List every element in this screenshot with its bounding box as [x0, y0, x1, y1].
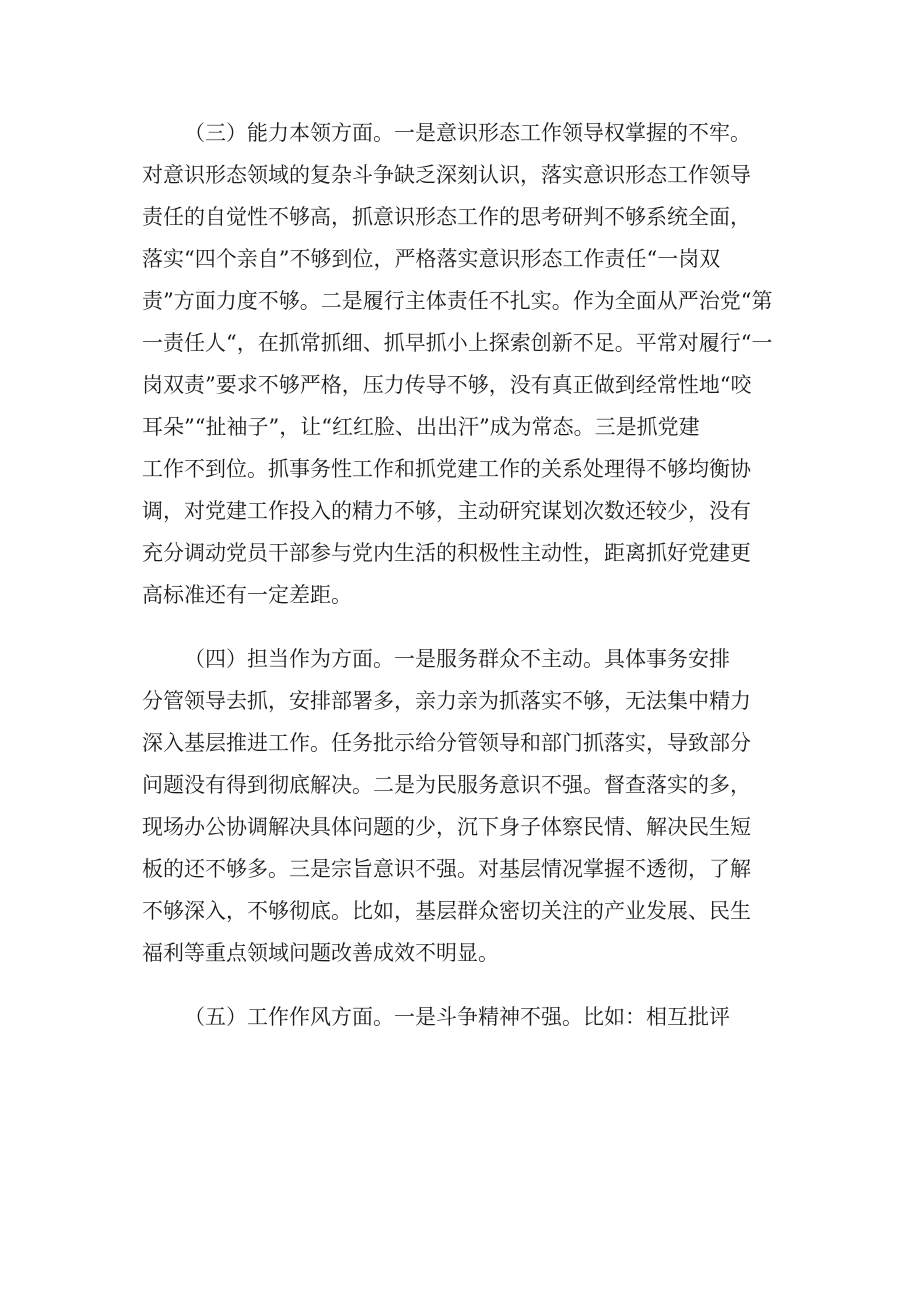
paragraph-line: 高标准还有一定差距。 [142, 583, 352, 607]
document-body [142, 112, 782, 1060]
paragraph-responsibility [142, 638, 782, 974]
paragraph-line: （五）工作作风方面。一是斗争精神不强。比如：相互批评 [184, 1005, 730, 1029]
paragraph-line: 对意识形态领域的复杂斗争缺乏深刻认识，落实意识形态工作领导 [142, 163, 751, 187]
paragraph-line: 调，对党建工作投入的精力不够，主动研究谋划次数还较少，没有 [142, 499, 751, 523]
paragraph-line: 现场办公协调解决具体问题的少，沉下身子体察民情、解决民生短 [142, 815, 751, 839]
paragraph-line: 工作不到位。抓事务性工作和抓党建工作的关系处理得不够均衡协 [142, 457, 751, 481]
paragraph-line: （三）能力本领方面。一是意识形态工作领导权掌握的不牢。 [184, 121, 751, 145]
paragraph-line: 福利等重点领域问题改善成效不明显。 [142, 941, 499, 965]
paragraph-line: 深入基层推进工作。任务批示给分管领导和部门抓落实，导致部分 [142, 731, 751, 755]
paragraph-line: 充分调动党员干部参与党内生活的积极性主动性，距离抓好党建更 [142, 541, 751, 565]
paragraph-line: 责任的自觉性不够高，抓意识形态工作的思考研判不够系统全面， [142, 205, 751, 229]
paragraph-line: 责”方面力度不够。二是履行主体责任不扎实。作为全面从严治党“第 [142, 289, 773, 313]
paragraph-line: 耳朵”“扯袖子”，让“红红脸、出出汗”成为常态。三是抓党建 [142, 415, 700, 439]
paragraph-line: 岗双责”要求不够严格，压力传导不够，没有真正做到经常性地“咬 [142, 373, 752, 397]
paragraph-line: 板的还不够多。三是宗旨意识不强。对基层情况掌握不透彻，了解 [142, 857, 751, 881]
paragraph-line: 问题没有得到彻底解决。二是为民服务意识不强。督查落实的多， [142, 773, 751, 797]
paragraph-line: 分管领导去抓，安排部署多，亲力亲为抓落实不够，无法集中精力 [142, 689, 751, 713]
paragraph-line: 不够深入，不够彻底。比如，基层群众密切关注的产业发展、民生 [142, 899, 751, 923]
paragraph-line: 落实“四个亲自”不够到位，严格落实意识形态工作责任“一岗双 [142, 247, 721, 271]
paragraph-work-style [142, 996, 782, 1038]
paragraph-capability [142, 112, 782, 616]
paragraph-line: （四）担当作为方面。一是服务群众不主动。具体事务安排 [184, 647, 730, 671]
paragraph-line: 一责任人“，在抓常抓细、抓早抓小上探索创新不足。平常对履行“一 [142, 331, 773, 355]
